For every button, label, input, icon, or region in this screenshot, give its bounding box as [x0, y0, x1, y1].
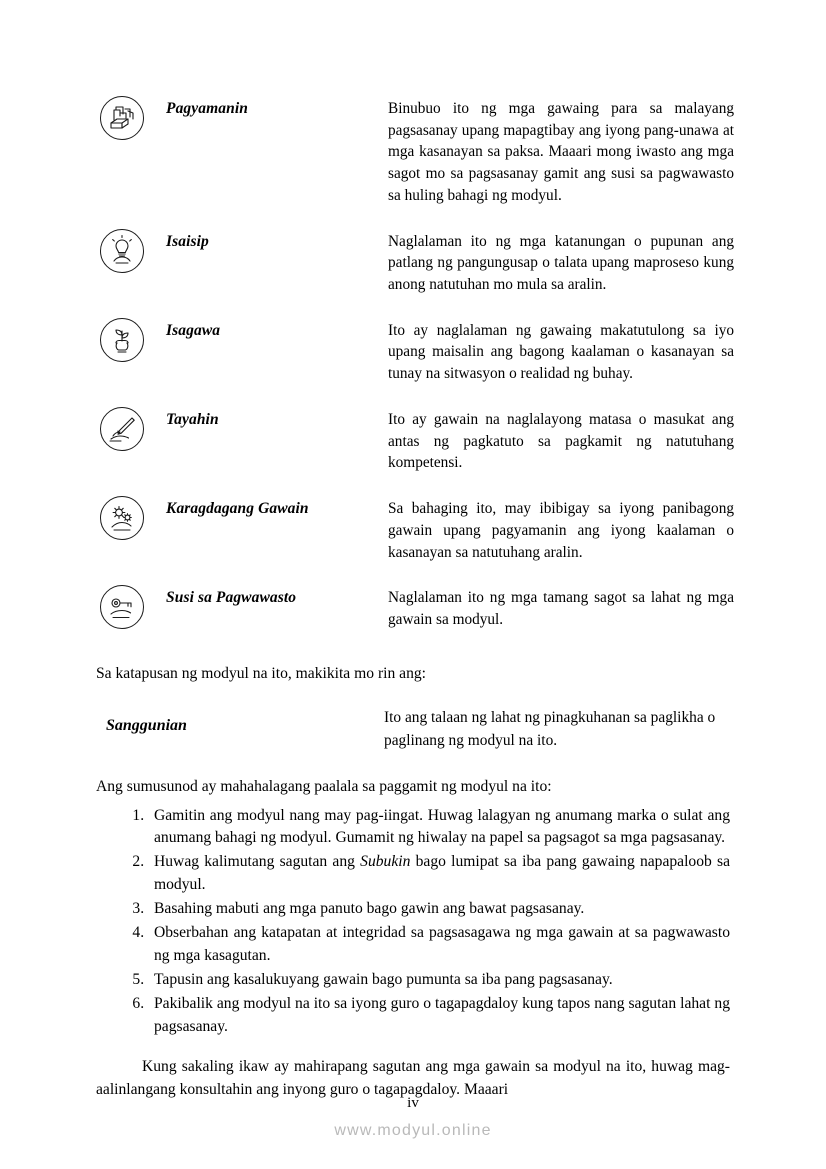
legend-label: Karagdagang Gawain	[166, 500, 309, 518]
legend-description: Binubuo ito ng mga gawaing para sa malayang pagsasanay upang mapagtibay ang iyong pang-unawa at mga kasanayan sa paksa. Maaari mong iwasto ang mga sagot mo sa pagsasanay gamit ang susi sa pagwawasto sa huling bahagi ng modyul.	[388, 100, 734, 204]
icon-cell	[100, 399, 166, 488]
intro-paalala-text: Ang sumusunod ay mahahalagang paalala sa paggamit ng modyul na ito:	[96, 777, 552, 795]
table-row	[100, 88, 734, 221]
watermark: www.modyul.online	[334, 1122, 492, 1139]
legend-description: Ito ay gawain na naglalayong matasa o masukat ang antas ng pagkatuto sa pagkamit ng natutuhang kompetensi.	[388, 410, 734, 472]
closing-paragraph: Kung sakaling ikaw ay mahirapang sagutan ang mga gawain sa modyul na ito, huwag mag-aalinlangang konsultahin ang inyong guro o tagapagdaloy. Maaari	[96, 1058, 730, 1098]
page-number: iv	[407, 1095, 419, 1111]
legend-description: Sa bahaging ito, may ibibigay sa iyong panibagong gawain upang pagyamanin ang iyong kaalaman o kasanayan sa natutuhang aralin.	[388, 500, 734, 561]
intro-katapusan-text: Sa katapusan ng modyul na ito, makikita mo rin ang:	[96, 664, 427, 682]
legend-label: Susi sa Pagwawasto	[166, 589, 297, 607]
sanggunian-row	[96, 707, 730, 752]
hand-gears-icon	[100, 496, 144, 540]
table-row	[100, 221, 734, 310]
hand-plant-icon	[100, 318, 144, 362]
list-item: 2. Huwag kalimutang sagutan ang Subukin bago lumipat sa iba pang gawaing napapaloob sa modyul.	[148, 851, 730, 896]
list-item: 3. Basahing mabuti ang mga panuto bago gawin ang bawat pagsasanay.	[148, 898, 730, 921]
legend-label: Pagyamanin	[166, 100, 248, 117]
rules-list	[96, 805, 730, 1039]
hand-with-book-icon	[100, 96, 144, 140]
icon-legend-table	[100, 88, 734, 645]
list-item: 5. Tapusin ang kasalukuyang gawain bago pumunta sa iba pang pagsasanay.	[148, 969, 730, 992]
icon-cell	[100, 310, 166, 399]
lightbulb-hand-icon	[100, 229, 144, 273]
icon-cell	[100, 88, 166, 221]
table-row	[100, 577, 734, 644]
list-item: 4. Obserbahan ang katapatan at integridad sa pagsasagawa ng mga gawain at sa pagwawasto ng mga kasagutan.	[148, 922, 730, 967]
table-row	[100, 488, 734, 577]
sanggunian-label: Sanggunian	[106, 717, 187, 735]
hand-key-icon	[100, 585, 144, 629]
list-item: 1. Gamitin ang modyul nang may pag-iingat. Huwag lalagyan ng anumang marka o sulat ang anumang bahagi ng modyul. Gumamit ng hiwalay na papel sa pagsagot sa mga pagsasanay.	[148, 805, 730, 850]
legend-description: Naglalaman ito ng mga tamang sagot sa lahat ng mga gawain sa modyul.	[388, 589, 734, 628]
table-row	[100, 310, 734, 399]
icon-cell	[100, 221, 166, 310]
hand-pencil-icon	[100, 407, 144, 451]
legend-label: Isaisip	[166, 232, 209, 250]
icon-cell	[100, 488, 166, 577]
icon-cell	[100, 577, 166, 644]
legend-label: Isagawa	[166, 321, 221, 339]
table-row	[100, 399, 734, 488]
legend-description: Ito ay naglalaman ng gawaing makatutulong sa iyo upang maisalin ang bagong kaalaman o kasanayan sa tunay na sitwasyon o realidad ng buhay.	[388, 321, 734, 383]
legend-description: Naglalaman ito ng mga katanungan o pupunan ang patlang ng pangungusap o talata upang maproseso kung anong natutuhan mo mula sa aralin.	[388, 232, 734, 294]
sanggunian-description: Ito ang talaan ng lahat ng pinagkuhanan sa paglikha o paglinang ng modyul na ito.	[384, 709, 716, 749]
list-item: 6. Pakibalik ang modyul na ito sa iyong guro o tagapagdaloy kung tapos nang sagutan lahat ng pagsasanay.	[148, 993, 730, 1038]
legend-label: Tayahin	[166, 410, 219, 428]
